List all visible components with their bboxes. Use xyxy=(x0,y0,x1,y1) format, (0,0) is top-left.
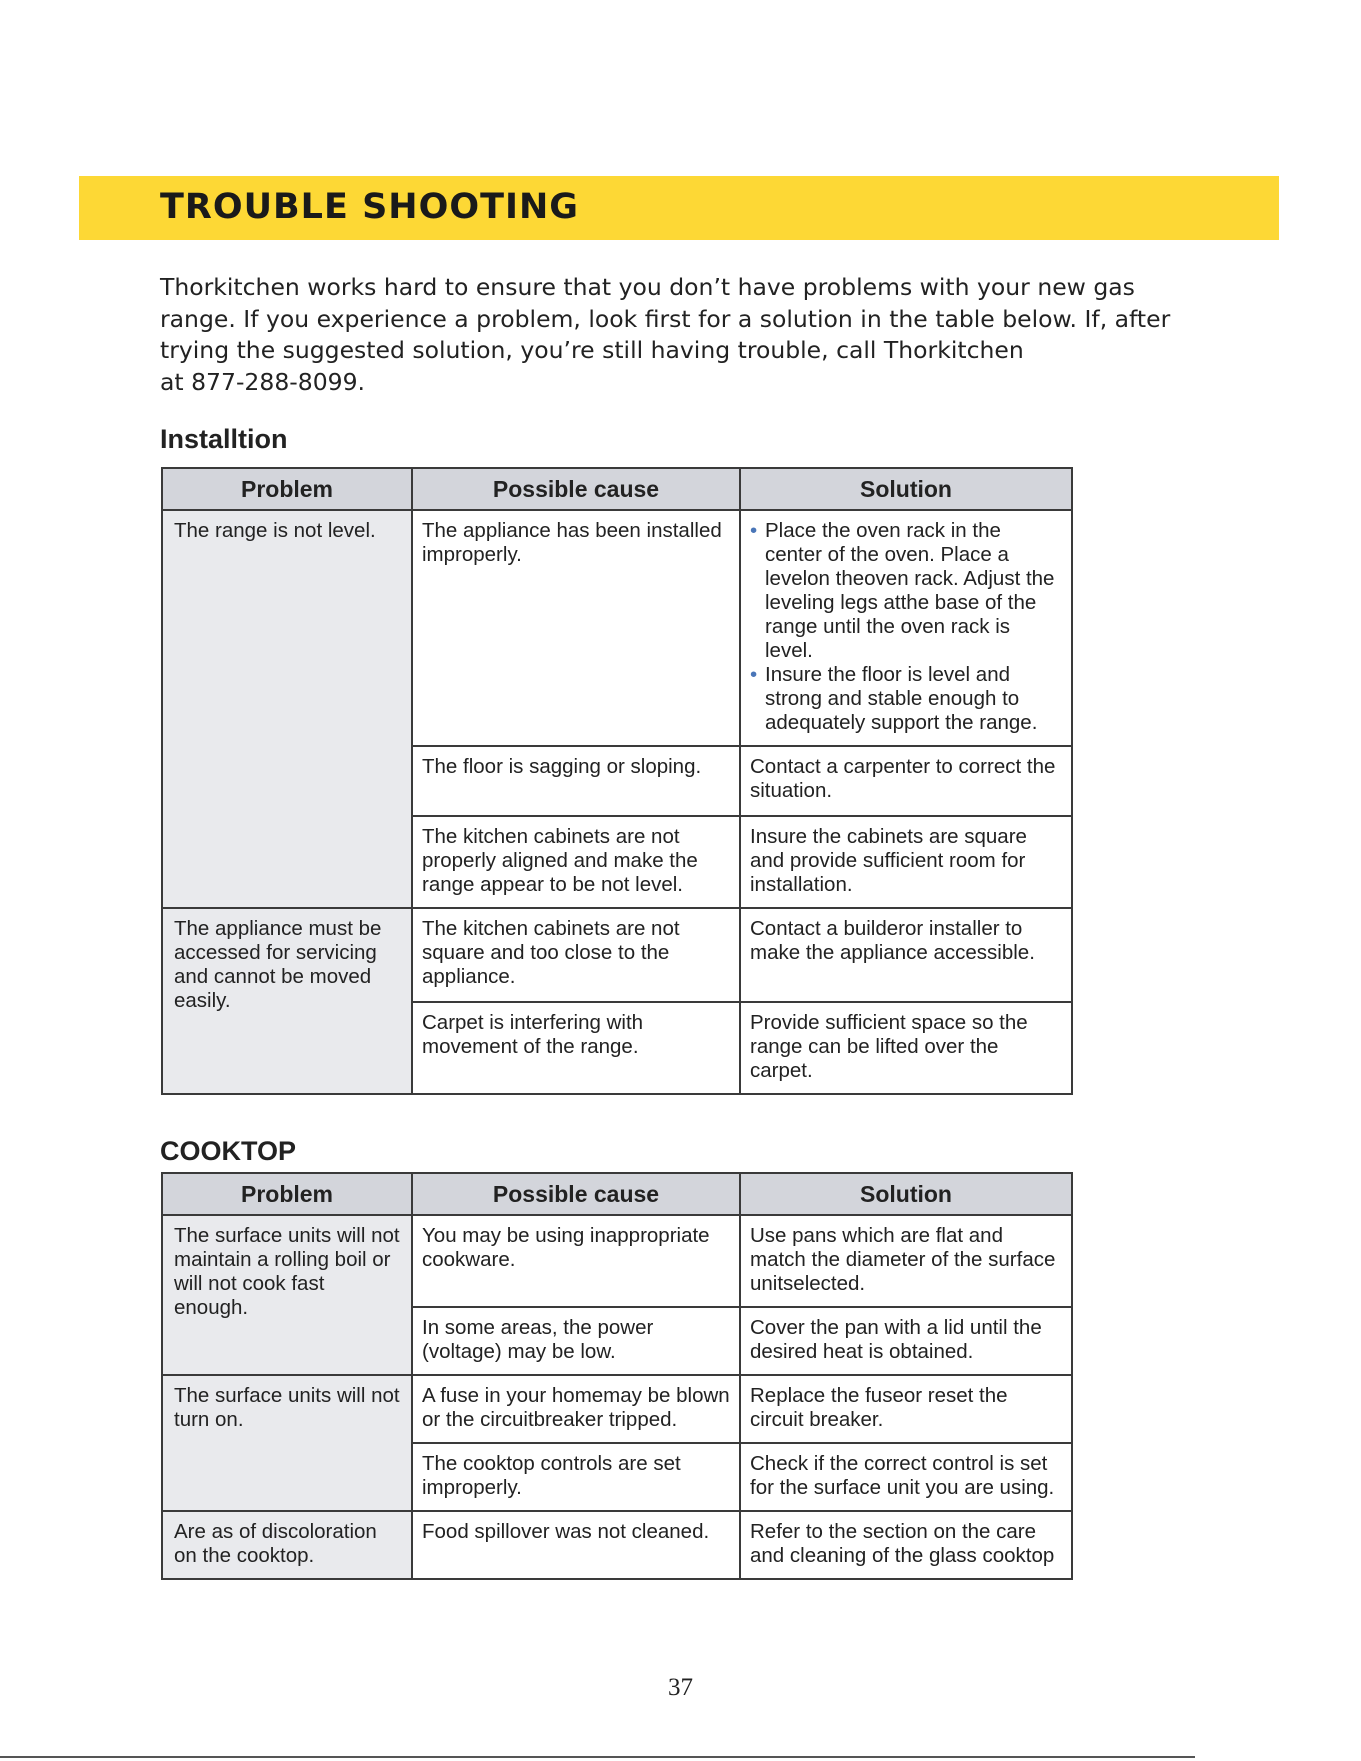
table-header-row xyxy=(162,1173,1072,1215)
solution-bullet: • Place the oven rack in the center of the oven. Place a levelon theoven rack. Adjust the leveling legs atthe base of the range until the oven rack is level. xyxy=(750,519,1062,663)
solution-cell: Contact a builderor installer to make the appliance accessible. xyxy=(740,908,1072,1002)
cause-cell: The floor is sagging or sloping. xyxy=(412,746,740,816)
cause-cell: You may be using inappropriate cookware. xyxy=(412,1215,740,1307)
cause-cell: Carpet is interfering with movement of the range. xyxy=(412,1002,740,1094)
cooktop-heading: COOKTOP xyxy=(160,1136,297,1166)
table-row xyxy=(162,908,1072,1002)
intro-paragraph xyxy=(160,272,1210,398)
problem-cell: Are as of discoloration on the cooktop. xyxy=(162,1511,412,1579)
solution-cell: Contact a carpenter to correct the situation. xyxy=(740,746,1072,816)
cause-cell: The kitchen cabinets are not square and too close to the appliance. xyxy=(412,908,740,1002)
column-header-solution: Solution xyxy=(740,468,1072,510)
solution-bullet: • Insure the floor is level and strong and stable enough to adequately support the range. xyxy=(750,663,1062,735)
intro-line: Thorkitchen works hard to ensure that you don’t have problems with your new gas xyxy=(160,273,1135,301)
intro-line: range. If you experience a problem, look first for a solution in the table below. If, after xyxy=(160,304,1171,333)
solution-cell: Check if the correct control is set for the surface unit you are using. xyxy=(740,1443,1072,1511)
table-header-row xyxy=(162,468,1072,510)
solution-cell xyxy=(740,510,1072,746)
intro-line: at 877-288-8099. xyxy=(160,367,366,396)
problem-cell: The surface units will not maintain a rolling boil or will not cook fast enough. xyxy=(162,1215,412,1375)
column-header-solution: Solution xyxy=(740,1173,1072,1215)
solution-cell: Use pans which are flat and match the diameter of the surface unitselected. xyxy=(740,1215,1072,1307)
problem-cell: The surface units will not turn on. xyxy=(162,1375,412,1511)
cause-cell: A fuse in your homemay be blown or the circuitbreaker tripped. xyxy=(412,1375,740,1443)
solution-cell: Insure the cabinets are square and provide sufficient room for installation. xyxy=(740,816,1072,908)
cause-cell: The appliance has been installed improperly. xyxy=(412,510,740,746)
title-banner xyxy=(79,176,1279,240)
page-number: 37 xyxy=(668,1674,693,1701)
cause-cell: Food spillover was not cleaned. xyxy=(412,1511,740,1579)
column-header-problem: Problem xyxy=(162,1173,412,1215)
solution-cell: Provide sufficient space so the range can be lifted over the carpet. xyxy=(740,1002,1072,1094)
page-bottom-rule xyxy=(0,1756,1195,1758)
solution-cell: Cover the pan with a lid until the desired heat is obtained. xyxy=(740,1307,1072,1375)
column-header-cause: Possible cause xyxy=(412,1173,740,1215)
column-header-problem: Problem xyxy=(162,468,412,510)
table-row xyxy=(162,510,1072,746)
table-row xyxy=(162,1215,1072,1307)
installation-heading: Installtion xyxy=(160,424,288,454)
table-row xyxy=(162,1511,1072,1579)
solution-cell: Replace the fuseor reset the circuit breaker. xyxy=(740,1375,1072,1443)
problem-cell: The appliance must be accessed for servicing and cannot be moved easily. xyxy=(162,908,412,1094)
column-header-cause: Possible cause xyxy=(412,468,740,510)
page-title: TROUBLE SHOOTING xyxy=(160,187,579,227)
problem-cell: The range is not level. xyxy=(162,510,412,908)
solution-list xyxy=(750,519,1062,735)
table-row xyxy=(162,1375,1072,1443)
cause-cell: The cooktop controls are set improperly. xyxy=(412,1443,740,1511)
installation-table xyxy=(161,467,1073,1095)
solution-cell: Refer to the section on the care and cleaning of the glass cooktop xyxy=(740,1511,1072,1579)
intro-line: trying the suggested solution, you’re still having trouble, call Thorkitchen xyxy=(160,336,1024,364)
cooktop-table xyxy=(161,1172,1073,1580)
cause-cell: In some areas, the power (voltage) may be low. xyxy=(412,1307,740,1375)
cause-cell: The kitchen cabinets are not properly aligned and make the range appear to be not level. xyxy=(412,816,740,908)
